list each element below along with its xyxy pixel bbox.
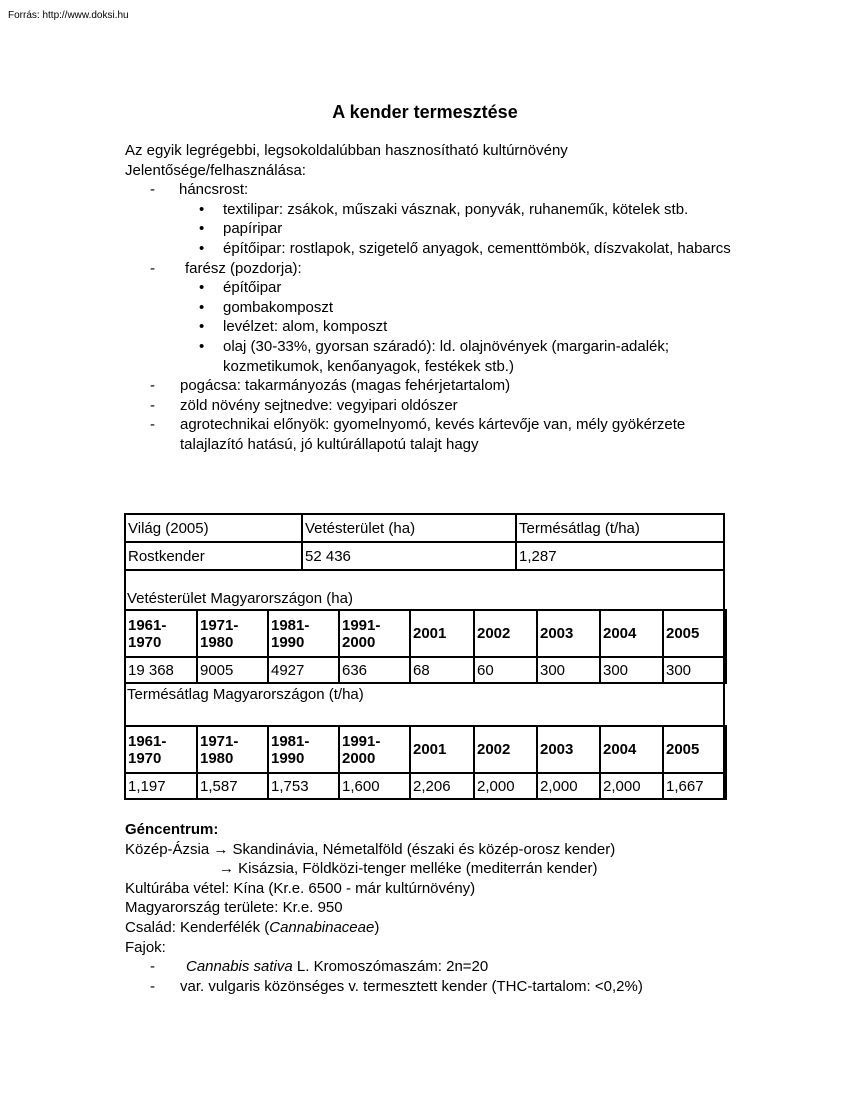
table-row: [125, 542, 724, 570]
value-cell: 4927: [268, 657, 339, 683]
value-cell: 2,206: [410, 773, 474, 799]
domestication-line: Kultúrába vétel: Kína (Kr.e. 6500 - már kultúrnövény): [125, 879, 476, 897]
intro-line: Jelentősége/felhasználása:: [125, 161, 306, 179]
header-row: [125, 610, 726, 657]
source-note: Forrás: http://www.doksi.hu: [8, 10, 129, 21]
table-cell: 1,287: [516, 542, 724, 570]
table-row: [125, 514, 724, 542]
gene-center-section: [125, 820, 745, 996]
other-use: - pogácsa: takarmányozás (magas fehérjetartalom): [150, 377, 511, 395]
shive-group: - farész (pozdorja):: [125, 259, 735, 279]
area-table-title: Vetésterület Magyarországon (ha): [127, 590, 353, 607]
shive-list: [125, 278, 735, 376]
list-item: • építőipar: rostlapok, szigetelő anyagok, cementtömbök, díszvakolat, habarcs: [199, 239, 731, 257]
hungary-line: Magyarország területe: Kr.e. 950: [125, 899, 343, 917]
header-cell: 1971- 1980: [197, 726, 268, 773]
header-cell: 2003: [537, 610, 600, 657]
table-cell: 52 436: [302, 542, 516, 570]
bullet-icon: •: [199, 337, 205, 355]
other-use: - agrotechnikai előnyök: gyomelnyomó, kevés kártevője van, mély gyökérzete talajlazító hatású, jó kultúrállapotú talajt hagy: [150, 416, 686, 453]
header-cell: 1971- 1980: [197, 610, 268, 657]
header-cell: 1961- 1970: [125, 726, 197, 773]
world-table: [124, 513, 725, 571]
header-cell: 2001: [410, 726, 474, 773]
bullet-icon: •: [199, 220, 205, 238]
header-cell: 2004: [600, 726, 663, 773]
table-cell: Vetésterület (ha): [302, 514, 516, 542]
header-cell: 1991- 2000: [339, 726, 410, 773]
list-item: • textilipar: zsákok, műszaki vásznak, ponyvák, ruhaneműk, kötelek stb.: [199, 200, 689, 218]
bullet-icon: •: [199, 279, 205, 297]
intro-line: Az egyik legrégebbi, legsokoldalúbban hasznosítható kultúrnövény: [125, 142, 568, 159]
fiber-group: - háncsrost:: [125, 180, 735, 200]
area-table: [124, 609, 727, 684]
value-cell: 1,587: [197, 773, 268, 799]
value-row: [125, 773, 726, 799]
gene-center-line: Közép-Ázsia → Skandinávia, Németalföld (északi és közép-orosz kender): [125, 840, 616, 858]
header-cell: 2002: [474, 610, 537, 657]
value-cell: 1,197: [125, 773, 197, 799]
value-cell: 19 368: [125, 657, 197, 683]
shive-label: farész (pozdorja):: [185, 259, 302, 277]
yield-table-title: Termésátlag Magyarországon (t/ha): [127, 686, 364, 703]
value-cell: 636: [339, 657, 410, 683]
table-cell: Világ (2005): [125, 514, 302, 542]
value-row: [125, 657, 726, 683]
header-cell: 2002: [474, 726, 537, 773]
list-item: • gombakomposzt: [199, 298, 334, 316]
species-label: Fajok:: [125, 938, 166, 956]
list-item: • levélzet: alom, komposzt: [199, 318, 388, 336]
value-cell: 1,753: [268, 773, 339, 799]
value-cell: 2,000: [600, 773, 663, 799]
bullet-icon: •: [199, 200, 205, 218]
species-item: - var. vulgaris közönséges v. termesztett kender (THC-tartalom: <0,2%): [150, 977, 643, 995]
other-use: - zöld növény sejtnedve: vegyipari oldószer: [150, 396, 458, 414]
gene-center-heading: Géncentrum:: [125, 821, 219, 838]
bullet-icon: •: [199, 318, 205, 336]
header-cell: 2001: [410, 610, 474, 657]
gene-center-line: → Kisázsia, Földközi-tenger melléke (mediterrán kender): [219, 860, 598, 878]
header-cell: 2003: [537, 726, 600, 773]
header-cell: 1991- 2000: [339, 610, 410, 657]
value-cell: 60: [474, 657, 537, 683]
bullet-icon: •: [199, 298, 205, 316]
page-title: A kender termesztése: [332, 102, 518, 122]
value-cell: 1,667: [663, 773, 726, 799]
fiber-label: háncsrost:: [179, 181, 249, 199]
fiber-list: [125, 200, 735, 259]
list-item: • építőipar: [199, 279, 282, 297]
value-cell: 2,000: [474, 773, 537, 799]
table-cell: Rostkender: [125, 542, 302, 570]
value-cell: 1,600: [339, 773, 410, 799]
value-cell: 300: [600, 657, 663, 683]
header-cell: 2004: [600, 610, 663, 657]
value-cell: 68: [410, 657, 474, 683]
header-row: [125, 726, 726, 773]
value-cell: 2,000: [537, 773, 600, 799]
table-cell: Termésátlag (t/ha): [516, 514, 724, 542]
header-cell: 2005: [663, 726, 726, 773]
value-cell: 300: [663, 657, 726, 683]
yield-table: [124, 725, 727, 800]
header-cell: 1981- 1990: [268, 726, 339, 773]
value-cell: 9005: [197, 657, 268, 683]
list-item: • olaj (30-33%, gyorsan száradó): ld. olajnövények (margarin-adalék; kozmetikumok, kenőanyagok, festékek stb.): [199, 337, 670, 375]
family-line: Család: Kenderfélék (Cannabinaceae): [125, 918, 380, 936]
bullet-icon: •: [199, 239, 205, 257]
usage-section: [125, 141, 735, 455]
value-cell: 300: [537, 657, 600, 683]
header-cell: 2005: [663, 610, 726, 657]
header-cell: 1961- 1970: [125, 610, 197, 657]
list-item: • papíripar: [199, 220, 283, 238]
species-item: - Cannabis sativa L. Kromoszómaszám: 2n=20: [150, 958, 489, 976]
header-cell: 1981- 1990: [268, 610, 339, 657]
